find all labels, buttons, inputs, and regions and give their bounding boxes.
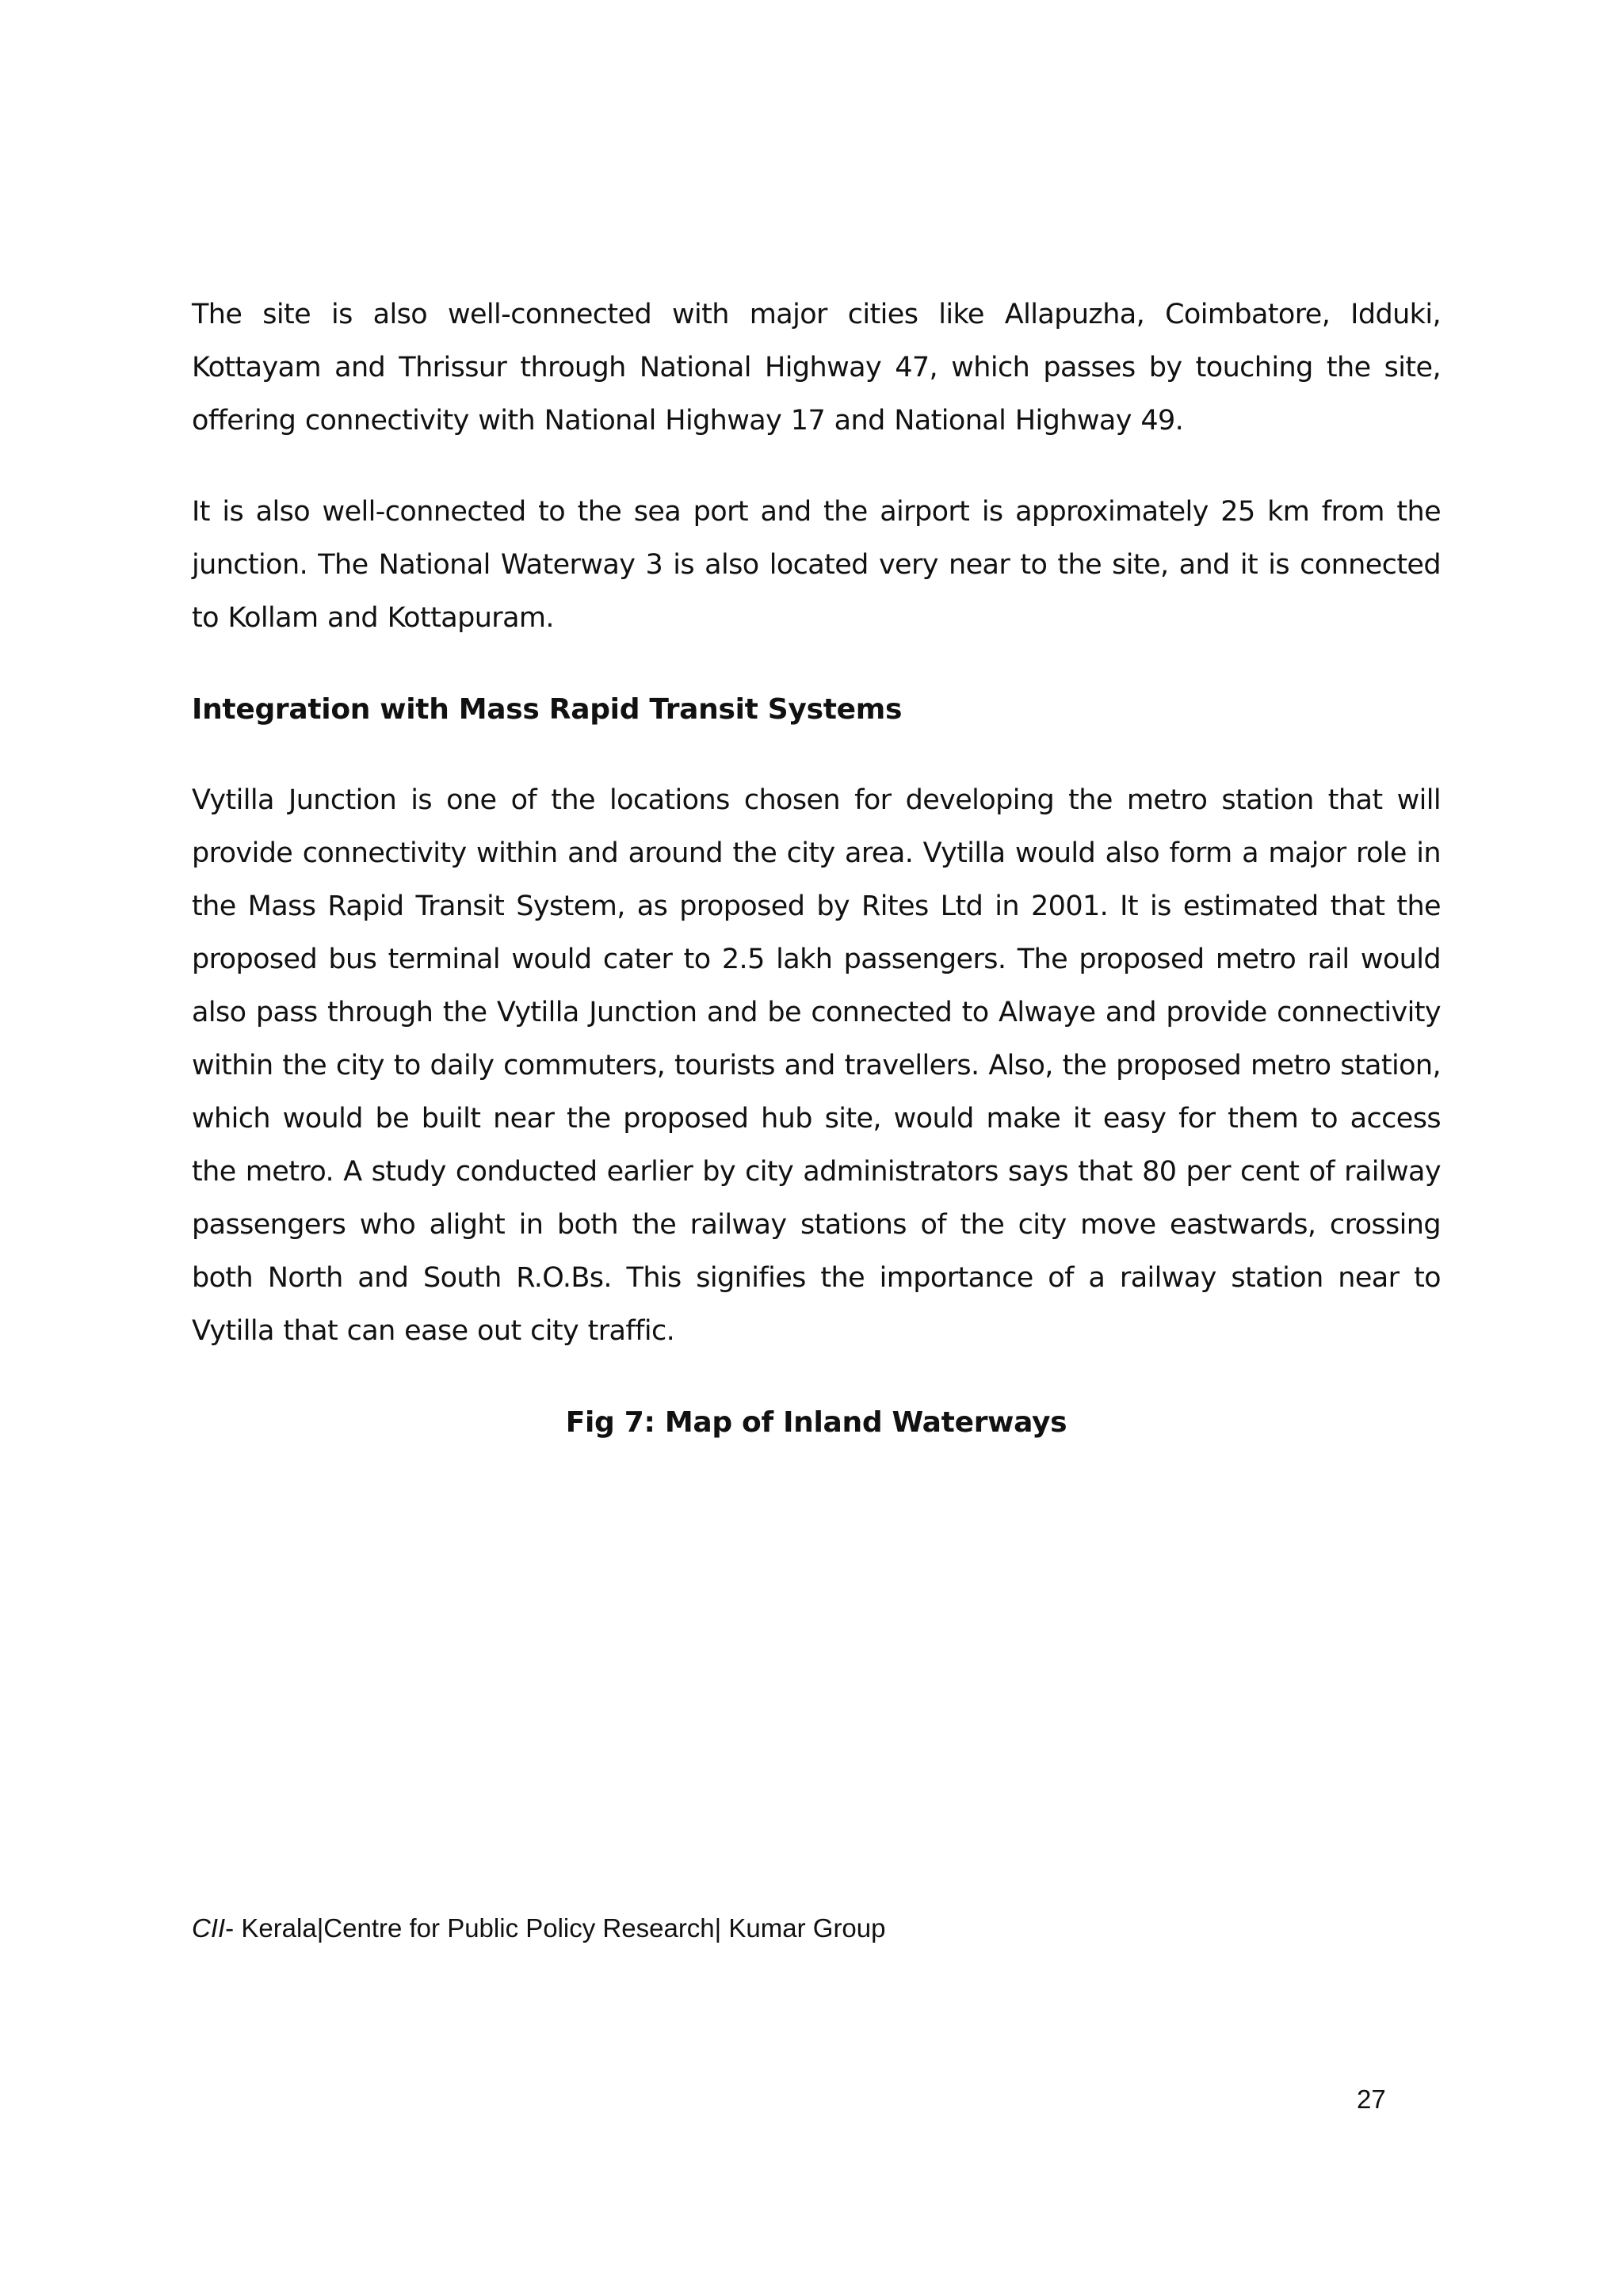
footer-org-abbrev: CII — [192, 1913, 226, 1943]
footer-text: - Kerala|Centre for Public Policy Research| Kumar Group — [225, 1913, 886, 1943]
paragraph-connectivity-port-airport: It is also well-connected to the sea port and the airport is approximately 25 km from the junction. The National Waterway 3 is also located very near to the site, and it is connected to Kollam and Kottapuram. — [192, 496, 1441, 634]
page-content — [192, 288, 1441, 1449]
figure-caption: Fig 7: Map of Inland Waterways — [565, 1406, 1067, 1439]
paragraph-mass-rapid-transit: Vytilla Junction is one of the locations chosen for developing the metro station that will provide connectivity within and around the city area. Vytilla would also form a major role in the Mass Rapid Transit System, as proposed by Rites Ltd in 2001. It is estimated that the proposed bus terminal would cater to 2.5 lakh passengers. The proposed metro rail would also pass through the Vytilla Junction and be connected to Alwaye and provide connectivity within the city to daily commuters, tourists and travellers. Also, the proposed metro station, which would be built near the proposed hub site, would make it easy for them to access the metro. A study conducted earlier by city administrators says that 80 per cent of railway passengers who alight in both the railway stations of the city move eastwards, crossing both North and South R.O.Bs. This signifies the importance of a railway station near to Vytilla that can ease out city traffic. — [192, 784, 1441, 1347]
page-number: 27 — [1357, 2084, 1386, 2114]
page-footer — [192, 1911, 886, 1946]
paragraph-connectivity-cities: The site is also well-connected with major cities like Allapuzha, Coimbatore, Idduki, Kottayam and Thrissur through National Highway 47, which passes by touching the site, offering connectivity with National Highway 17 and National Highway 49. — [192, 299, 1441, 437]
section-heading: Integration with Mass Rapid Transit Systems — [192, 693, 903, 726]
